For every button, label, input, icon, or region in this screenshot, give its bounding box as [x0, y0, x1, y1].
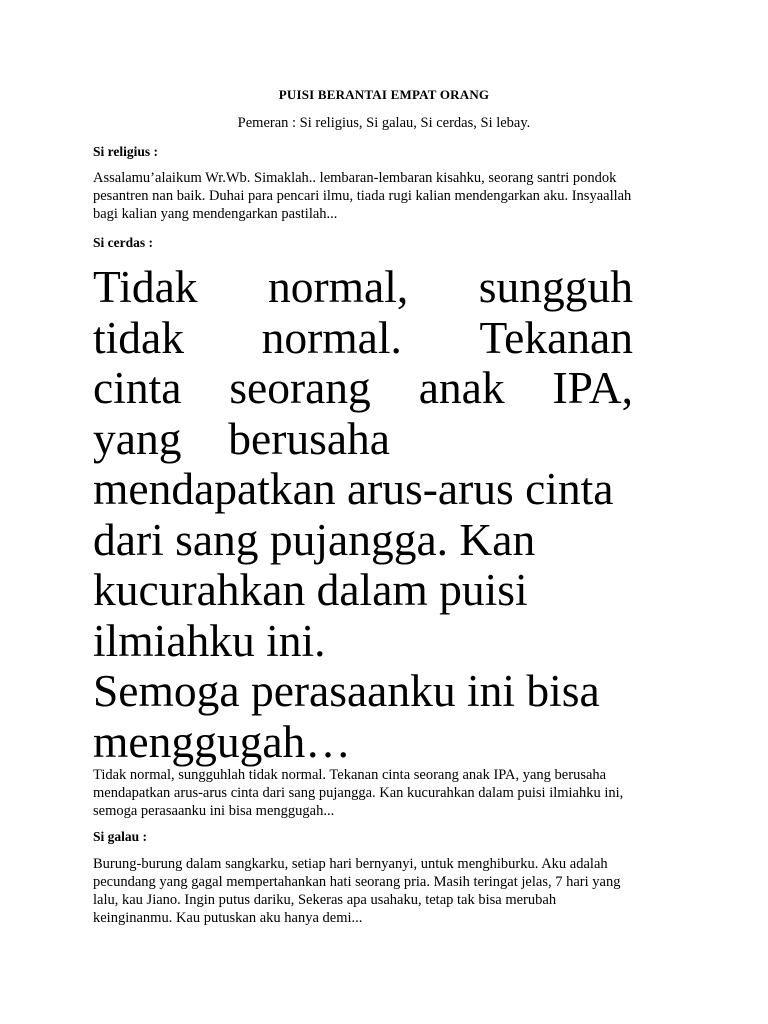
large-poem-line [93, 313, 633, 364]
large-poem-word: yang [93, 412, 182, 464]
paragraph-line: semoga perasaanku ini bisa menggugah... [93, 803, 335, 819]
paragraph-line: bagi kalian yang mendengarkan pastilah... [93, 206, 338, 222]
large-poem-line: Semoga perasaanku ini bisa [93, 665, 600, 716]
large-poem-word: cinta [93, 362, 182, 413]
speaker-label-galau: Si galau : [93, 829, 148, 844]
large-poem-line: kucurahkan dalam puisi [93, 564, 528, 615]
paragraph-line: Assalamu’alaikum Wr.Wb. Simaklah.. lembaran-lembaran kisahku, seorang santri pondok [93, 170, 617, 186]
large-poem-word: normal. [261, 311, 402, 363]
paragraph-line: pecundang yang gagal mempertahankan hati seorang pria. Masih teringat jelas, 7 hari yang [93, 874, 621, 890]
paragraph-line: pesantren nan baik. Duhai para pencari ilmu, tiada rugi kalian mendengarkan aku. Insyaallah [93, 188, 632, 204]
large-poem-line: ilmiahku ini. [93, 614, 326, 666]
document-title: PUISI BERANTAI EMPAT ORANG [278, 87, 490, 102]
paragraph-line: Burung-burung dalam sangkarku, setiap hari bernyanyi, untuk menghiburku. Aku adalah [93, 856, 608, 872]
large-poem-word: berusaha [228, 412, 390, 464]
large-poem-word: tidak [93, 311, 184, 363]
large-poem-line: menggugah… [93, 715, 351, 767]
large-poem-word: seorang [229, 362, 371, 413]
speaker-label-cerdas: Si cerdas : [93, 235, 153, 250]
large-poem-word: Tidak [93, 261, 198, 312]
large-poem-line: mendapatkan arus-arus cinta [93, 463, 614, 514]
large-poem-line [93, 363, 633, 414]
large-poem-text [93, 262, 633, 767]
large-poem-word: anak [418, 362, 505, 413]
cast-line: Pemeran : Si religius, Si galau, Si cerdas, Si lebay. [237, 115, 531, 131]
paragraph-line: Tidak normal, sungguhlah tidak normal. Tekanan cinta seorang anak IPA, yang berusaha [93, 767, 607, 783]
large-poem-word: Tekanan [479, 311, 633, 363]
paragraph-line: lalu, kau Jiano. Ingin putus dariku, Sekeras apa usahaku, tetap tak bisa merubah [93, 892, 557, 908]
paragraph-line: keinginanmu. Kau putuskan aku hanya demi... [93, 910, 363, 926]
large-poem-word: IPA, [552, 362, 633, 413]
large-poem-line: dari sang pujangga. Kan [93, 513, 536, 565]
large-poem-word: sungguh [478, 261, 633, 312]
paragraph-galau [93, 855, 683, 927]
large-poem-line [93, 414, 390, 465]
paragraph-cerdas [93, 766, 683, 820]
speaker-label-religius: Si religius : [93, 144, 159, 159]
paragraph-religius [93, 169, 683, 223]
large-poem-word: normal, [268, 261, 409, 312]
large-poem-line [93, 262, 633, 313]
paragraph-line: mendapatkan arus-arus cinta dari sang pujangga. Kan kucurahkan dalam puisi ilmiahku ini, [93, 785, 624, 801]
